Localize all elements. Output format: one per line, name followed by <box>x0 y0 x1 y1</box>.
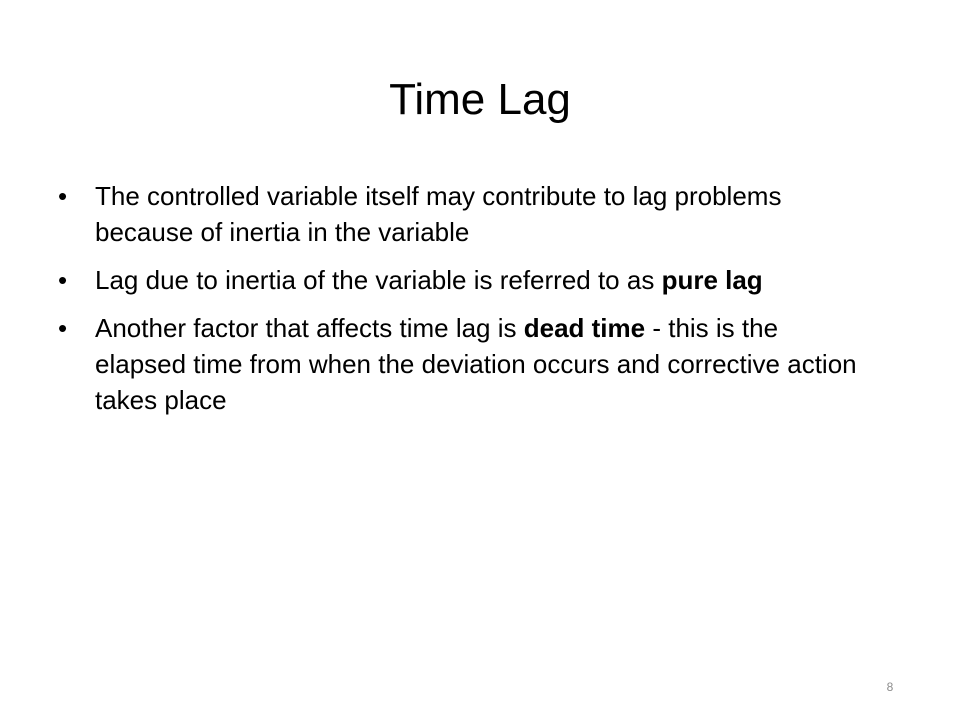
bullet-bold-term: dead time <box>523 313 646 343</box>
bullet-item <box>58 262 858 298</box>
bullet-item <box>58 178 858 250</box>
bullet-dot-icon: • <box>58 181 68 211</box>
bullet-dot-icon: • <box>58 313 68 343</box>
page-number: 8 <box>886 680 894 694</box>
bullet-dot-icon: • <box>58 265 68 295</box>
bullet-text-continued: - this is the elapsed time from when the deviation occurs and corrective action takes place <box>95 313 857 415</box>
bullet-text: The controlled variable itself may contribute to lag problems because of inertia in the variable <box>95 181 782 247</box>
slide-title: Time Lag <box>389 75 571 124</box>
bullet-item <box>58 310 858 418</box>
bullet-text: Lag due to inertia of the variable is referred to as <box>95 265 662 295</box>
bullet-bold-term: pure lag <box>661 265 763 295</box>
bullet-text: Another factor that affects time lag is <box>95 313 524 343</box>
bullet-list <box>58 178 858 430</box>
